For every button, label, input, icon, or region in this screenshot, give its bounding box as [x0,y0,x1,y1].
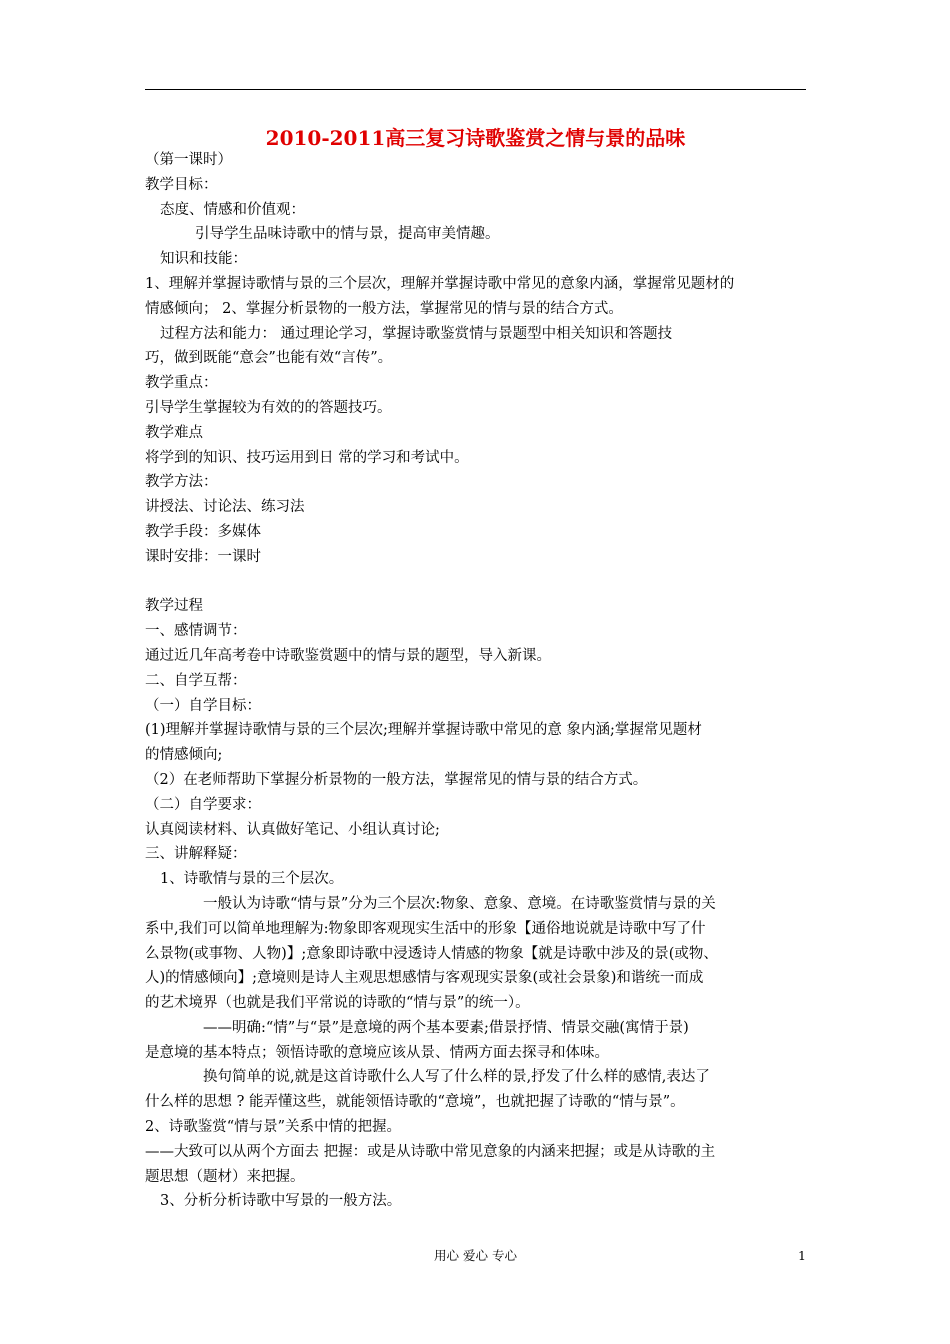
text-line: 教学过程 [145,598,203,615]
text-line: 教学手段：多媒体 [145,523,261,540]
text-line: 2、诗歌鉴赏“情与景”关系中情的把握。 [145,1119,402,1136]
text-line: 3、分析分析诗歌中写景的一般方法。 [160,1193,402,1210]
text-line: 巧，做到既能“意会”也能有效“言传”。 [145,350,393,367]
header-rule [145,89,806,90]
page-number: 1 [798,1248,806,1263]
text-line: 情感倾向； 2、掌握分析景物的一般方法，掌握常见的情与景的结合方式。 [145,300,623,317]
text-line: 认真阅读材料、认真做好笔记、小组认真讨论; [145,821,440,838]
text-line: 教学方法： [145,474,218,491]
text-line: 教学难点 [145,424,203,441]
text-line: 引导学生掌握较为有效的的答题技巧。 [145,399,392,416]
text-line: 一、感情调节： [145,623,247,640]
text-line: 系中,我们可以简单地理解为:物象即客观现实生活中的形象【通俗地说就是诗歌中写了什 [145,920,706,937]
text-line: 态度、情感和价值观： [160,201,305,218]
document-title: 2010-2011高三复习诗歌鉴赏之情与景的品味 [265,126,686,150]
text-line: 讲授法、讨论法、练习法 [145,499,305,516]
text-line: ——大致可以从两个方面去 把握：或是从诗歌中常见意象的内涵来把握；或是从诗歌的主 [145,1143,716,1160]
text-line: 一般认为诗歌“情与景”分为三个层次:物象、意象、意境。在诗歌鉴赏情与景的关 [203,895,716,912]
text-line: （一）自学目标： [145,697,261,714]
text-line: 的艺术境界（也就是我们平常说的诗歌的“情与景”的统一）。 [145,995,530,1012]
text-line: （二）自学要求： [145,796,261,813]
text-line: 是意境的基本特点；领悟诗歌的意境应该从景、情两方面去探寻和体味。 [145,1044,609,1061]
text-line: 过程方法和能力： 通过理论学习，掌握诗歌鉴赏情与景题型中相关知识和答题技 [160,325,673,342]
text-line: 引导学生品味诗歌中的情与景，提高审美情趣。 [195,226,500,243]
text-line: 什么样的思想 ? 能弄懂这些，就能领悟诗歌的“意境”，也就把握了诗歌的“情与景”。 [145,1094,685,1111]
text-line: 知识和技能： [160,251,247,268]
text-line: 换句简单的说,就是这首诗歌什么人写了什么样的景,抒发了什么样的感情,表达了 [203,1069,710,1086]
text-line: 二、自学互帮： [145,672,247,689]
text-line: 的情感倾向; [145,747,223,764]
document-body [145,148,807,1214]
footer-slogan: 用心 爱心 专心 [434,1248,517,1263]
text-line: （第一课时） [145,152,232,168]
text-line: (1)理解并掌握诗歌情与景的三个层次;理解并掌握诗歌中常见的意 象内涵;掌握常见题材 [145,722,702,739]
text-line: 1、理解并掌握诗歌情与景的三个层次，理解并掌握诗歌中常见的意象内涵，掌握常见题材的 [145,275,735,292]
text-line: 1、诗歌情与景的三个层次。 [160,871,344,888]
text-line [145,570,807,595]
text-line: 课时安排：一课时 [145,548,261,565]
text-line: 人)的情感倾向】;意境则是诗人主观思想感情与客观现实景象(或社会景象)和谐统一而成 [145,970,704,987]
text-line: （2）在老师帮助下掌握分析景物的一般方法，掌握常见的情与景的结合方式。 [145,771,648,788]
text-line: ——明确:“情”与“景”是意境的两个基本要素;借景抒情、情景交融(寓情于景) [203,1019,689,1036]
text-line: 教学目标： [145,176,218,193]
text-line: 通过近几年高考卷中诗歌鉴赏题中的情与景的题型，导入新课。 [145,647,551,664]
text-line: 三、讲解释疑： [145,846,247,863]
text-line: 教学重点： [145,375,218,392]
text-line: 将学到的知识、技巧运用到日 常的学习和考试中。 [145,449,469,466]
text-line: 题思想（题材）来把握。 [145,1168,305,1185]
text-line: 么景物(或事物、人物)】;意象即诗歌中浸透诗人情感的物象【就是诗歌中涉及的景(或物、 [145,945,718,962]
